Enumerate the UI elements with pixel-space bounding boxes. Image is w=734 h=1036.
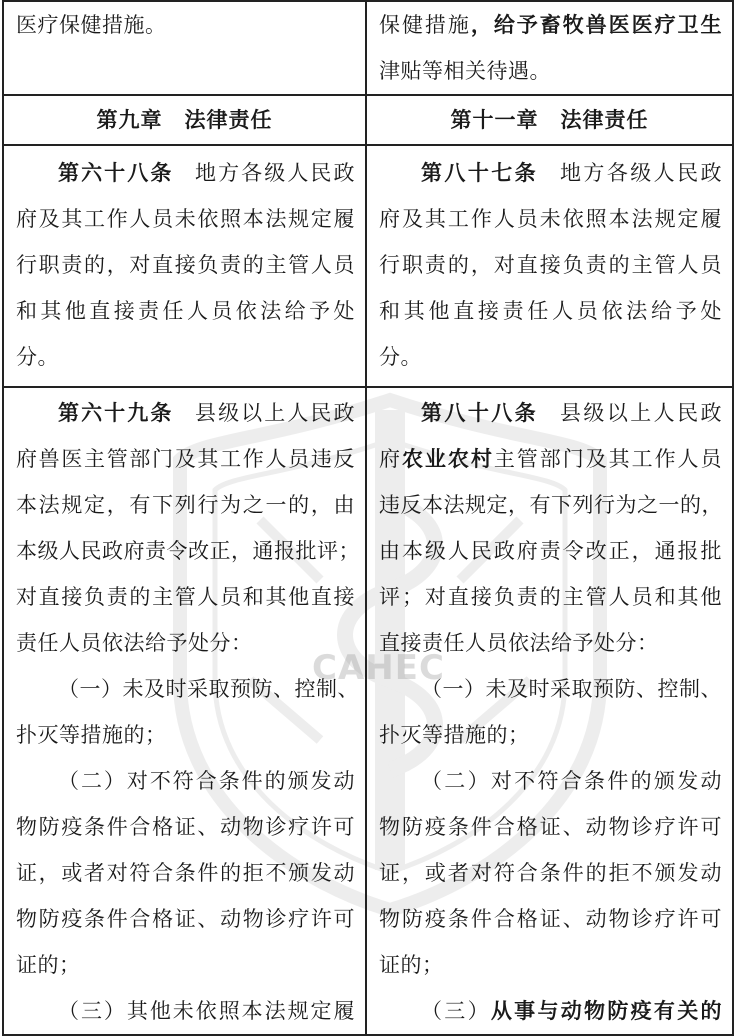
table-row-article (3, 145, 733, 387)
text-line: 和其他直接责任人员依法给予处 (379, 299, 722, 323)
watermark-text: CAHEC (312, 648, 445, 688)
text-line: 证的； (379, 953, 444, 977)
text-line (379, 988, 722, 1034)
text-line: 责任人员依法给予处分： (16, 631, 253, 655)
text-line: 证，或者对符合条件的拒不颁发动 (16, 861, 355, 885)
article-text: 地方各级人民政 (558, 161, 723, 185)
text-line: （二）对不符合条件的颁发动 (421, 769, 722, 793)
table-row-article (3, 387, 733, 1035)
text-line: 本级人民政府责令改正，通报批评； (16, 539, 360, 563)
right-article-cell (366, 387, 733, 1035)
text-line: 物防疫条件合格证、动物诊疗许可 (16, 907, 355, 931)
text-line: 本法规定，有下列行为之一的，由 (16, 493, 355, 517)
text-line: 物防疫条件合格证、动物诊疗许可 (379, 815, 722, 839)
text-line (379, 2, 722, 48)
article-number: 第八十八条 (421, 401, 539, 425)
article-number: 第六十八条 (58, 161, 174, 185)
text-line: （一）未及时采取预防、控制、 (421, 677, 722, 701)
law-comparison-table (2, 0, 734, 1036)
text-line: 证的； (16, 953, 81, 977)
text-line: 府及其工作人员未依照本法规定履 (16, 207, 355, 231)
left-chapter-heading (3, 95, 366, 145)
article-text: 地方各级人民政 (193, 161, 356, 185)
amended-bold-text: ，给予畜牧兽医医疗卫生 (470, 13, 723, 37)
article-number: 第六十九条 (58, 401, 174, 425)
text-line: 证，或者对符合条件的拒不颁发动 (379, 861, 722, 885)
text-line: 直接责任人员依法给予处分： (379, 631, 659, 655)
text-line: （三）其他未依照本法规定履 (58, 999, 355, 1023)
plain-text: 主管部门及其工作人员 (493, 447, 723, 471)
text-line (379, 436, 722, 482)
text-line: 扑灭等措施的； (16, 723, 167, 747)
text-line: 分。 (16, 345, 59, 369)
amended-bold-text: 从事与动物防疫有关的 (490, 999, 722, 1023)
amended-bold-text: 农业农村 (401, 447, 494, 471)
table-row-continuation (3, 1, 733, 95)
text-line: 和其他直接责任人员依法给予处 (16, 299, 355, 323)
chapter-title: 法律责任 (560, 108, 649, 132)
article-text: 县级以上人民政 (558, 401, 723, 425)
text-line (16, 390, 355, 436)
text-line: 医疗保健措施。 (16, 13, 167, 37)
text-line: （二）对不符合条件的颁发动 (58, 769, 355, 793)
chapter-number: 第十一章 (450, 108, 539, 132)
left-article-cell (3, 145, 366, 387)
plain-text: （三） (421, 999, 491, 1023)
chapter-number: 第九章 (96, 108, 163, 132)
text-line: 物防疫条件合格证、动物诊疗许可 (16, 815, 355, 839)
text-line (379, 390, 722, 436)
text-line: 府及其工作人员未依照本法规定履 (379, 207, 722, 231)
plain-text: 府 (379, 447, 402, 471)
left-article-cell (3, 387, 366, 1035)
right-cell-continuation (366, 1, 733, 95)
article-number: 第八十七条 (421, 161, 539, 185)
table-row-chapter (3, 95, 733, 145)
text-line: 违反本法规定，有下列行为之一的， (379, 493, 723, 517)
text-line: 府兽医主管部门及其工作人员违反 (16, 447, 355, 471)
text-line: 物防疫条件合格证、动物诊疗许可 (379, 907, 722, 931)
text-line: 对直接负责的主管人员和其他直接 (16, 585, 355, 609)
text-line: 评；对直接负责的主管人员和其他 (379, 585, 722, 609)
article-text: 县级以上人民政 (193, 401, 356, 425)
text-line: 行职责的，对直接负责的主管人员 (16, 253, 355, 277)
text-line (379, 150, 722, 196)
text-line: 由本级人民政府责令改正，通报批 (379, 539, 722, 563)
chapter-title: 法律责任 (184, 108, 273, 132)
right-chapter-heading (366, 95, 733, 145)
text-line (16, 150, 355, 196)
plain-text: 保健措施 (379, 13, 471, 37)
text-line: 行职责的，对直接负责的主管人员 (379, 253, 722, 277)
right-article-cell (366, 145, 733, 387)
text-line: 分。 (379, 345, 422, 369)
left-cell-continuation (3, 1, 366, 95)
text-line: （一）未及时采取预防、控制、 (58, 677, 359, 701)
text-line: 津贴等相关待遇。 (379, 59, 551, 83)
text-line: 扑灭等措施的； (379, 723, 530, 747)
